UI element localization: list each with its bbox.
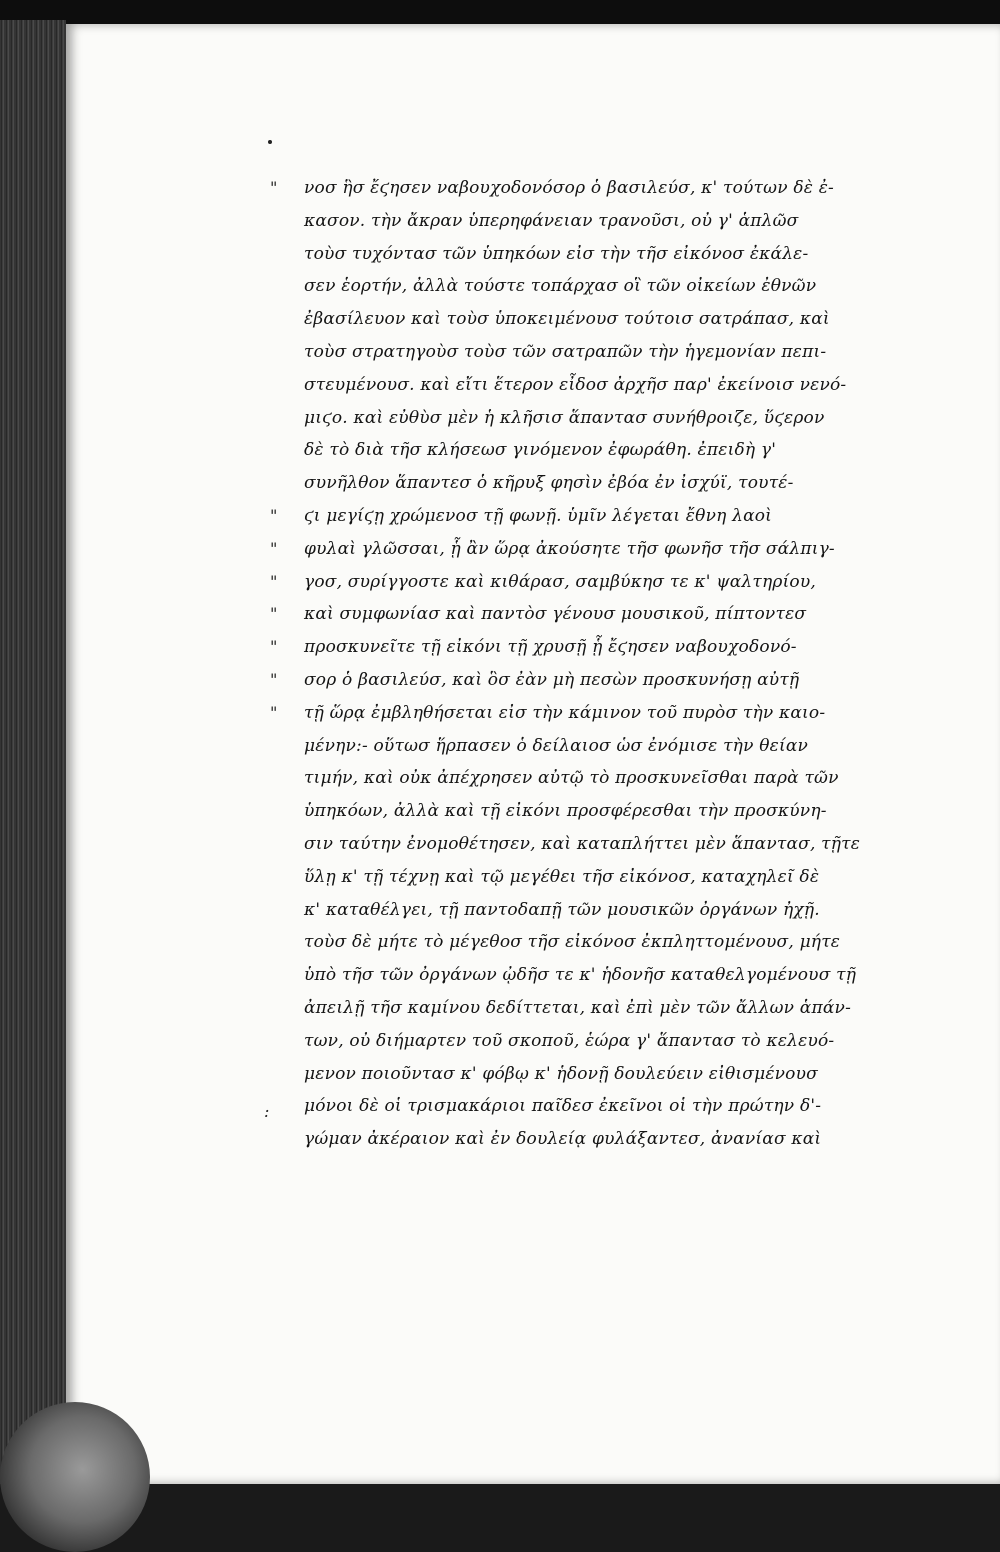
line-text: τιμήν, καὶ οὐκ ἀπέχρησεν αὐτῷ τὸ προσκυνεῖσθαι παρὰ τῶν bbox=[304, 768, 839, 789]
manuscript-line bbox=[286, 336, 926, 369]
manuscript-line bbox=[286, 992, 926, 1025]
line-text: συνῆλθον ἅπαντεσ ὁ κῆρυξ φησὶν ἐβόα ἐν ἰσχύϊ, τουτέ- bbox=[304, 473, 794, 494]
line-text: κασον. τὴν ἄκραν ὑπερηφάνειαν τρανοῦσι, οὐ γ' ἁπλῶσ bbox=[304, 210, 799, 231]
manuscript-line bbox=[286, 926, 926, 959]
line-text: ὑπηκόων, ἀλλὰ καὶ τῇ εἰκόνι προσφέρεσθαι τὴν προσκύνη- bbox=[304, 801, 827, 822]
line-text: προσκυνεῖτε τῇ εἰκόνι τῇ χρυσῇ ᾗ ἔϛησεν ναβουχοδονό- bbox=[304, 637, 797, 658]
manuscript-line bbox=[270, 172, 926, 205]
manuscript-line bbox=[270, 664, 926, 697]
line-text: φυλαὶ γλῶσσαι, ᾗ ἂν ὥρᾳ ἀκούσητε τῆσ φωνῆσ τῆσ σάλπιγ- bbox=[304, 538, 835, 559]
manuscript-line bbox=[286, 730, 926, 763]
quotation-mark: " bbox=[270, 505, 278, 525]
manuscript-line bbox=[270, 697, 926, 730]
manuscript-line bbox=[286, 959, 926, 992]
line-text: κ' καταθέλγει, τῇ παντοδαπῇ τῶν μουσικῶν ὀργάνων ἠχῇ. bbox=[304, 899, 820, 920]
manuscript-line bbox=[270, 566, 926, 599]
line-text: γοσ, συρίγγοστε καὶ κιθάρασ, σαμβύκησ τε κ' ψαλτηρίου, bbox=[304, 571, 817, 592]
quotation-mark: " bbox=[270, 604, 278, 624]
manuscript-line bbox=[286, 795, 926, 828]
quotation-mark: " bbox=[270, 571, 278, 591]
manuscript-line bbox=[286, 1058, 926, 1091]
line-text: τῇ ὥρᾳ ἐμβληθήσεται εἰσ τὴν κάμινον τοῦ πυρὸσ τὴν καιο- bbox=[304, 702, 826, 723]
manuscript-line bbox=[286, 369, 926, 402]
line-text: μόνοι δὲ οἱ τρισμακάριοι παῖδεσ ἐκεῖνοι οἱ τὴν πρώτην δ'- bbox=[304, 1096, 822, 1117]
quotation-mark: " bbox=[270, 637, 278, 657]
line-text: ὕλῃ κ' τῇ τέχνῃ καὶ τῷ μεγέθει τῆσ εἰκόνοσ, καταχηλεῖ δὲ bbox=[304, 866, 820, 887]
page-stain bbox=[0, 1402, 150, 1552]
quotation-mark: " bbox=[270, 702, 278, 722]
manuscript-line bbox=[270, 598, 926, 631]
manuscript-line bbox=[286, 402, 926, 435]
line-text: μένην:- οὕτωσ ἥρπασεν ὁ δείλαιοσ ὡσ ἐνόμισε τὴν θείαν bbox=[304, 735, 809, 756]
line-text: ὑπὸ τῆσ τῶν ὀργάνων ᾠδῆσ τε κ' ἡδονῆσ καταθελγομένουσ τῇ bbox=[304, 965, 857, 986]
manuscript-line bbox=[286, 762, 926, 795]
line-text: ἐβασίλευον καὶ τοὺσ ὑποκειμένουσ τούτοισ σατράπασ, καὶ bbox=[304, 309, 830, 330]
line-text: ἀπειλῇ τῆσ καμίνου δεδίττεται, καὶ ἐπὶ μὲν τῶν ἄλλων ἁπάν- bbox=[304, 997, 852, 1018]
manuscript-line bbox=[270, 533, 926, 566]
manuscript-line bbox=[286, 894, 926, 927]
line-text: τοὺσ τυχόντασ τῶν ὑπηκόων εἰσ τὴν τῆσ εἰκόνοσ ἐκάλε- bbox=[304, 243, 809, 264]
manuscript-line bbox=[286, 238, 926, 271]
manuscript-line bbox=[286, 1090, 926, 1123]
line-text: τοὺσ στρατηγοὺσ τοὺσ τῶν σατραπῶν τὴν ἡγεμονίαν πεπι- bbox=[304, 341, 827, 362]
line-text: καὶ συμφωνίασ καὶ παντὸσ γένουσ μουσικοῦ, πίπτοντεσ bbox=[304, 604, 807, 625]
line-text: μιϛο. καὶ εὐθὺσ μὲν ἡ κλῆσισ ἅπαντασ συνήθροιζε, ὕϛερον bbox=[304, 407, 825, 428]
manuscript-line bbox=[286, 467, 926, 500]
line-text: σεν ἑορτήν, ἀλλὰ τούστε τοπάρχασ οἳ τῶν οἰκείων ἐθνῶν bbox=[304, 276, 817, 297]
line-text: των, οὐ διήμαρτεν τοῦ σκοποῦ, ἑώρα γ' ἅπαντασ τὸ κελευό- bbox=[304, 1030, 835, 1051]
quotation-mark: " bbox=[270, 669, 278, 689]
ink-dot bbox=[268, 140, 272, 144]
quotation-mark: " bbox=[270, 538, 278, 558]
manuscript-line bbox=[286, 205, 926, 238]
manuscript-line bbox=[286, 303, 926, 336]
margin-mark: : bbox=[264, 1102, 270, 1121]
line-text: τοὺσ δὲ μήτε τὸ μέγεθοσ τῆσ εἰκόνοσ ἐκπληττομένουσ, μήτε bbox=[304, 932, 841, 953]
line-text: σορ ὁ βασιλεύσ, καὶ ὃσ ἐὰν μὴ πεσὼν προσκυνήσῃ αὐτῇ bbox=[304, 669, 800, 690]
manuscript-line bbox=[286, 434, 926, 467]
line-text: στευμένουσ. καὶ εἴτι ἕτερον εἶδοσ ἀρχῆσ παρ' ἐκείνοισ νενό- bbox=[304, 374, 847, 395]
manuscript-line bbox=[286, 1123, 926, 1156]
line-text: γώμαν ἀκέραιον καὶ ἐν δουλείᾳ φυλάξαντεσ, ἀνανίασ καὶ bbox=[304, 1129, 822, 1150]
manuscript-line bbox=[286, 828, 926, 861]
manuscript-line bbox=[286, 1025, 926, 1058]
quotation-mark: " bbox=[270, 178, 278, 197]
line-text: νοσ ἣσ ἔϛησεν ναβουχοδονόσορ ὁ βασιλεύσ, κ' τούτων δὲ ἐ- bbox=[304, 178, 834, 198]
line-text: δὲ τὸ διὰ τῆσ κλήσεωσ γινόμενον ἐφωράθη. ἐπειδὴ γ' bbox=[304, 440, 777, 461]
manuscript-line bbox=[270, 500, 926, 533]
line-text: σιν ταύτην ἐνομοθέτησεν, καὶ καταπλήττει μὲν ἅπαντασ, τῇτε bbox=[304, 833, 861, 854]
line-text: ϛι μεγίϛῃ χρώμενοσ τῇ φωνῇ. ὑμῖν λέγεται ἔθνη λαοὶ bbox=[304, 505, 773, 526]
line-text: μενον ποιοῦντασ κ' φόβῳ κ' ἡδονῇ δουλεύειν εἰθισμένουσ bbox=[304, 1063, 818, 1084]
manuscript-line bbox=[286, 861, 926, 894]
manuscript-line bbox=[286, 270, 926, 303]
manuscript-line bbox=[270, 631, 926, 664]
handwritten-text-block bbox=[270, 172, 926, 1156]
book-fore-edge bbox=[0, 20, 66, 1484]
